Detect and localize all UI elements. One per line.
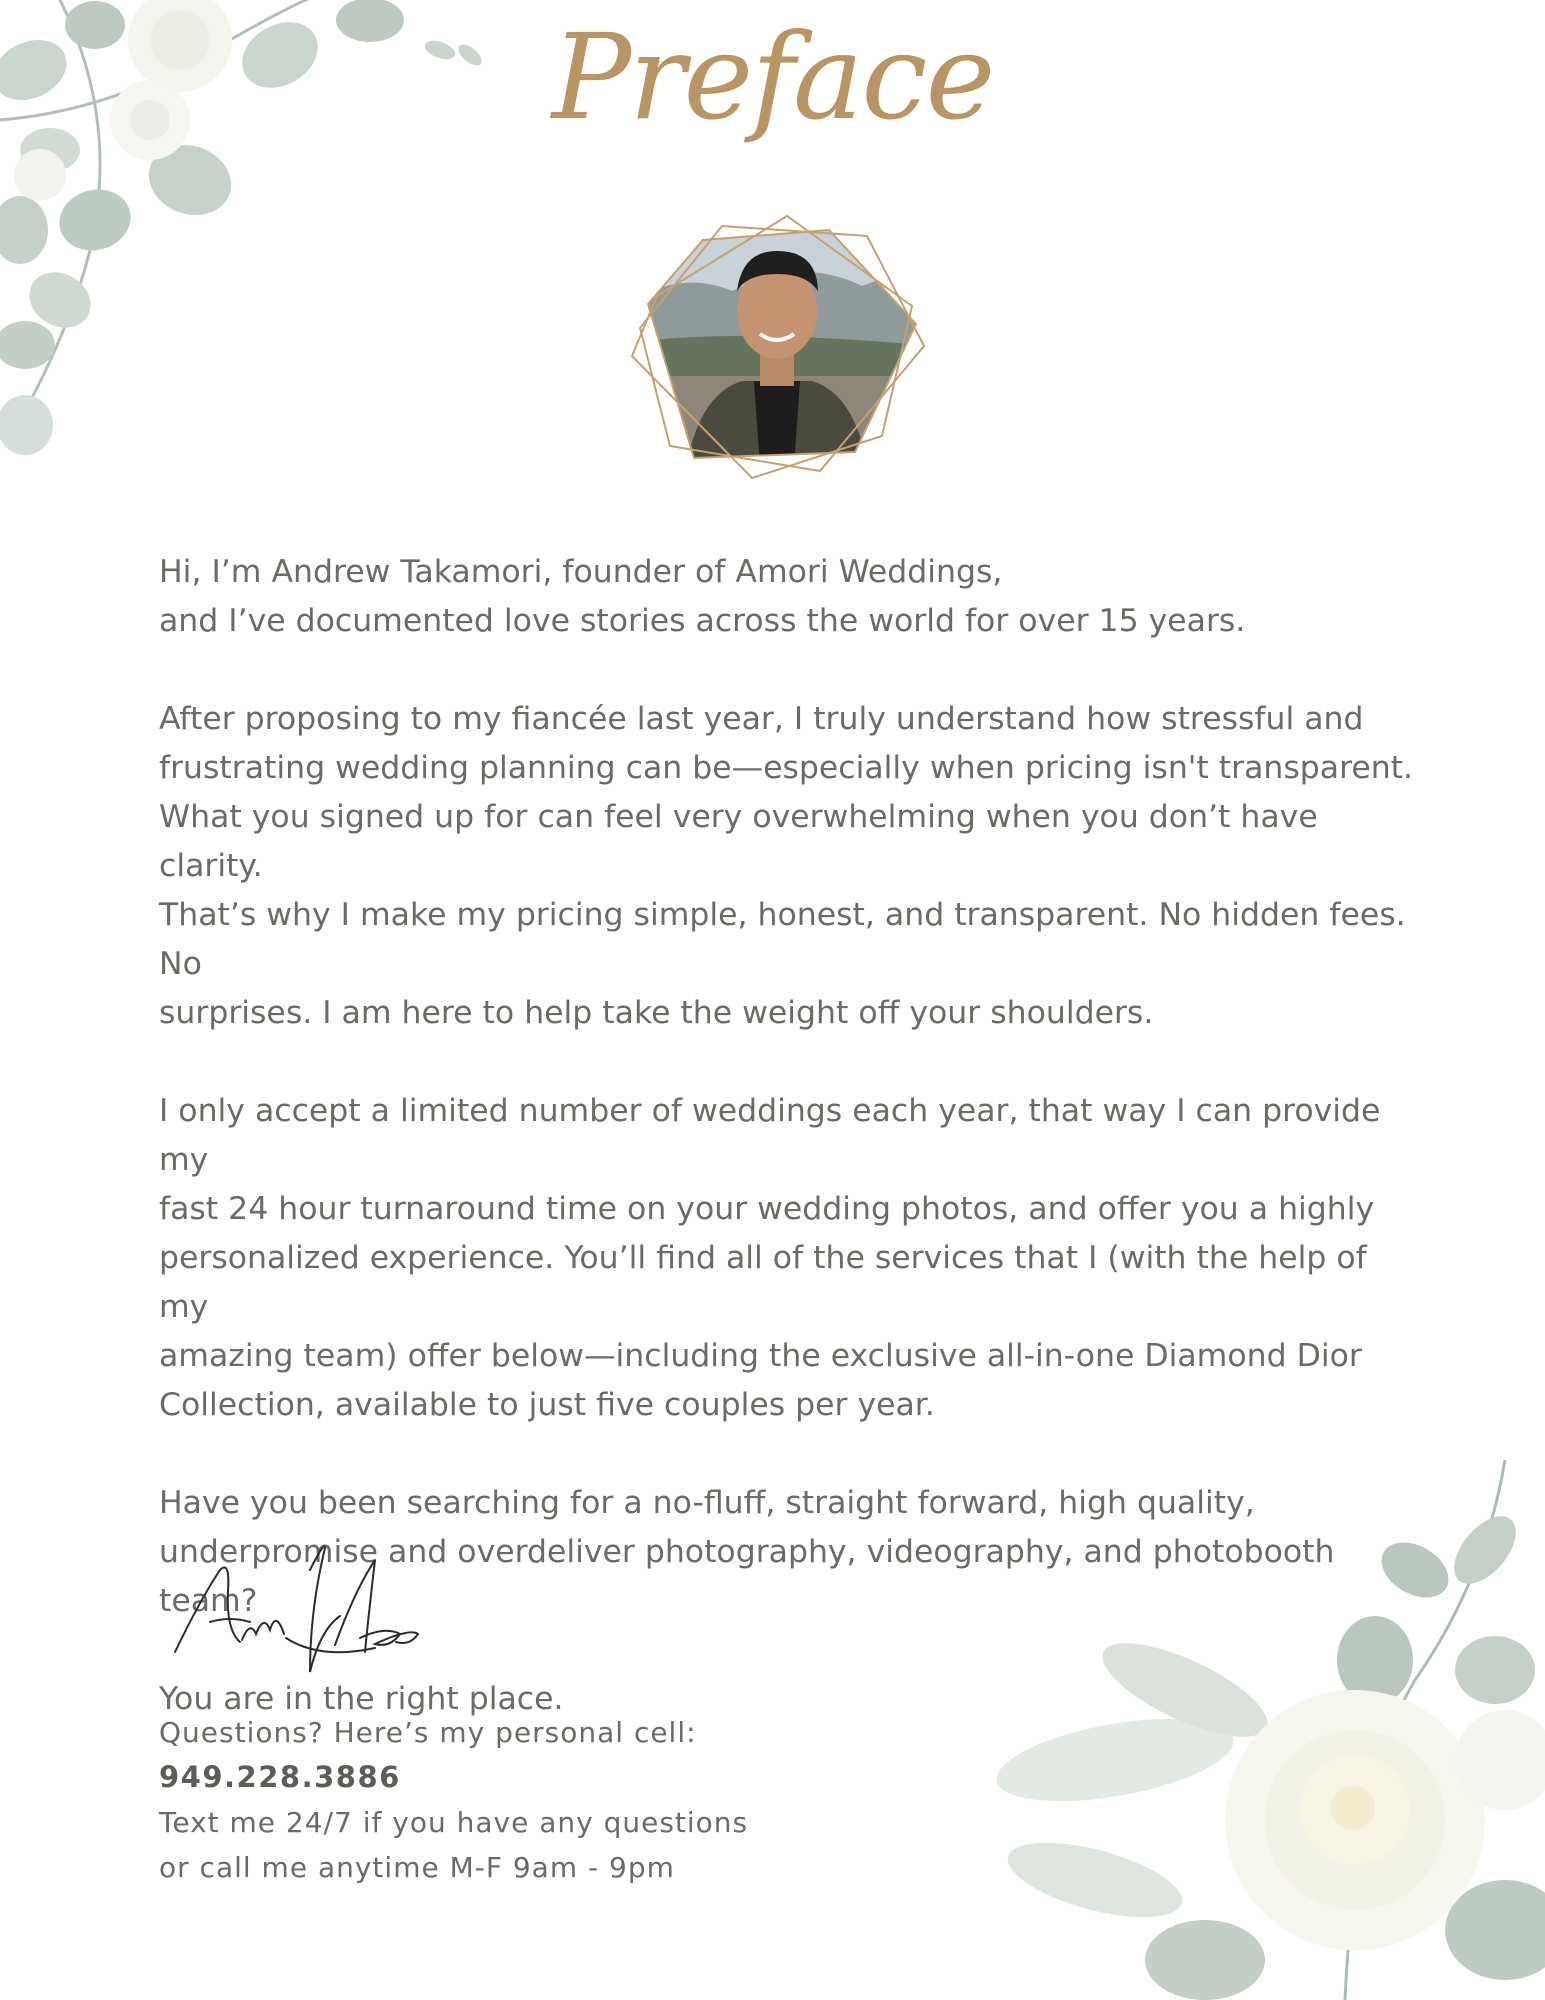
contact-call-hours: or call me anytime M-F 9am - 9pm (159, 1851, 675, 1884)
contact-block (159, 1710, 748, 1890)
phone-number[interactable]: 949.228.3886 (159, 1760, 401, 1794)
paragraph-limited-weddings: I only accept a limited number of weddings each year, that way I can provide my fast 24 hour turnaround time on your wedding photos, and offer you a highly personalized experience. You’ll find all of the services that I (with the help of my amazing team) offer below—including the exclusive all-in-one Diamond Dior Collection, available to just five couples per year. (159, 1093, 1381, 1423)
contact-text-info: Text me 24/7 if you have any questions (159, 1806, 749, 1839)
paragraph-introduction: Hi, I’m Andrew Takamori, founder of Amori Weddings, and I’ve documented love stories across the world for over 15 years. (159, 554, 1246, 639)
paragraph-question: Have you been searching for a no-fluff, straight forward, high quality, underpromise and overdeliver photography, videography, and photobooth team? (159, 1485, 1335, 1619)
page-title: Preface (551, 8, 994, 146)
founder-portrait (612, 196, 934, 496)
paragraph-transparency: After proposing to my fiancée last year, I truly understand how stressful and frustrating wedding planning can be—especially when pricing isn't transparent. What you signed up for can feel very overwhelming when you don’t have clarity. That’s why I make my pricing simple, honest, and transparent. No hidden fees. No surprises. I am here to help take the weight off your shoulders. (159, 701, 1414, 1031)
paragraph-closing: You are in the right place. (159, 1681, 564, 1717)
signature (160, 1530, 440, 1690)
contact-intro: Questions? Here’s my personal cell: (159, 1716, 697, 1749)
